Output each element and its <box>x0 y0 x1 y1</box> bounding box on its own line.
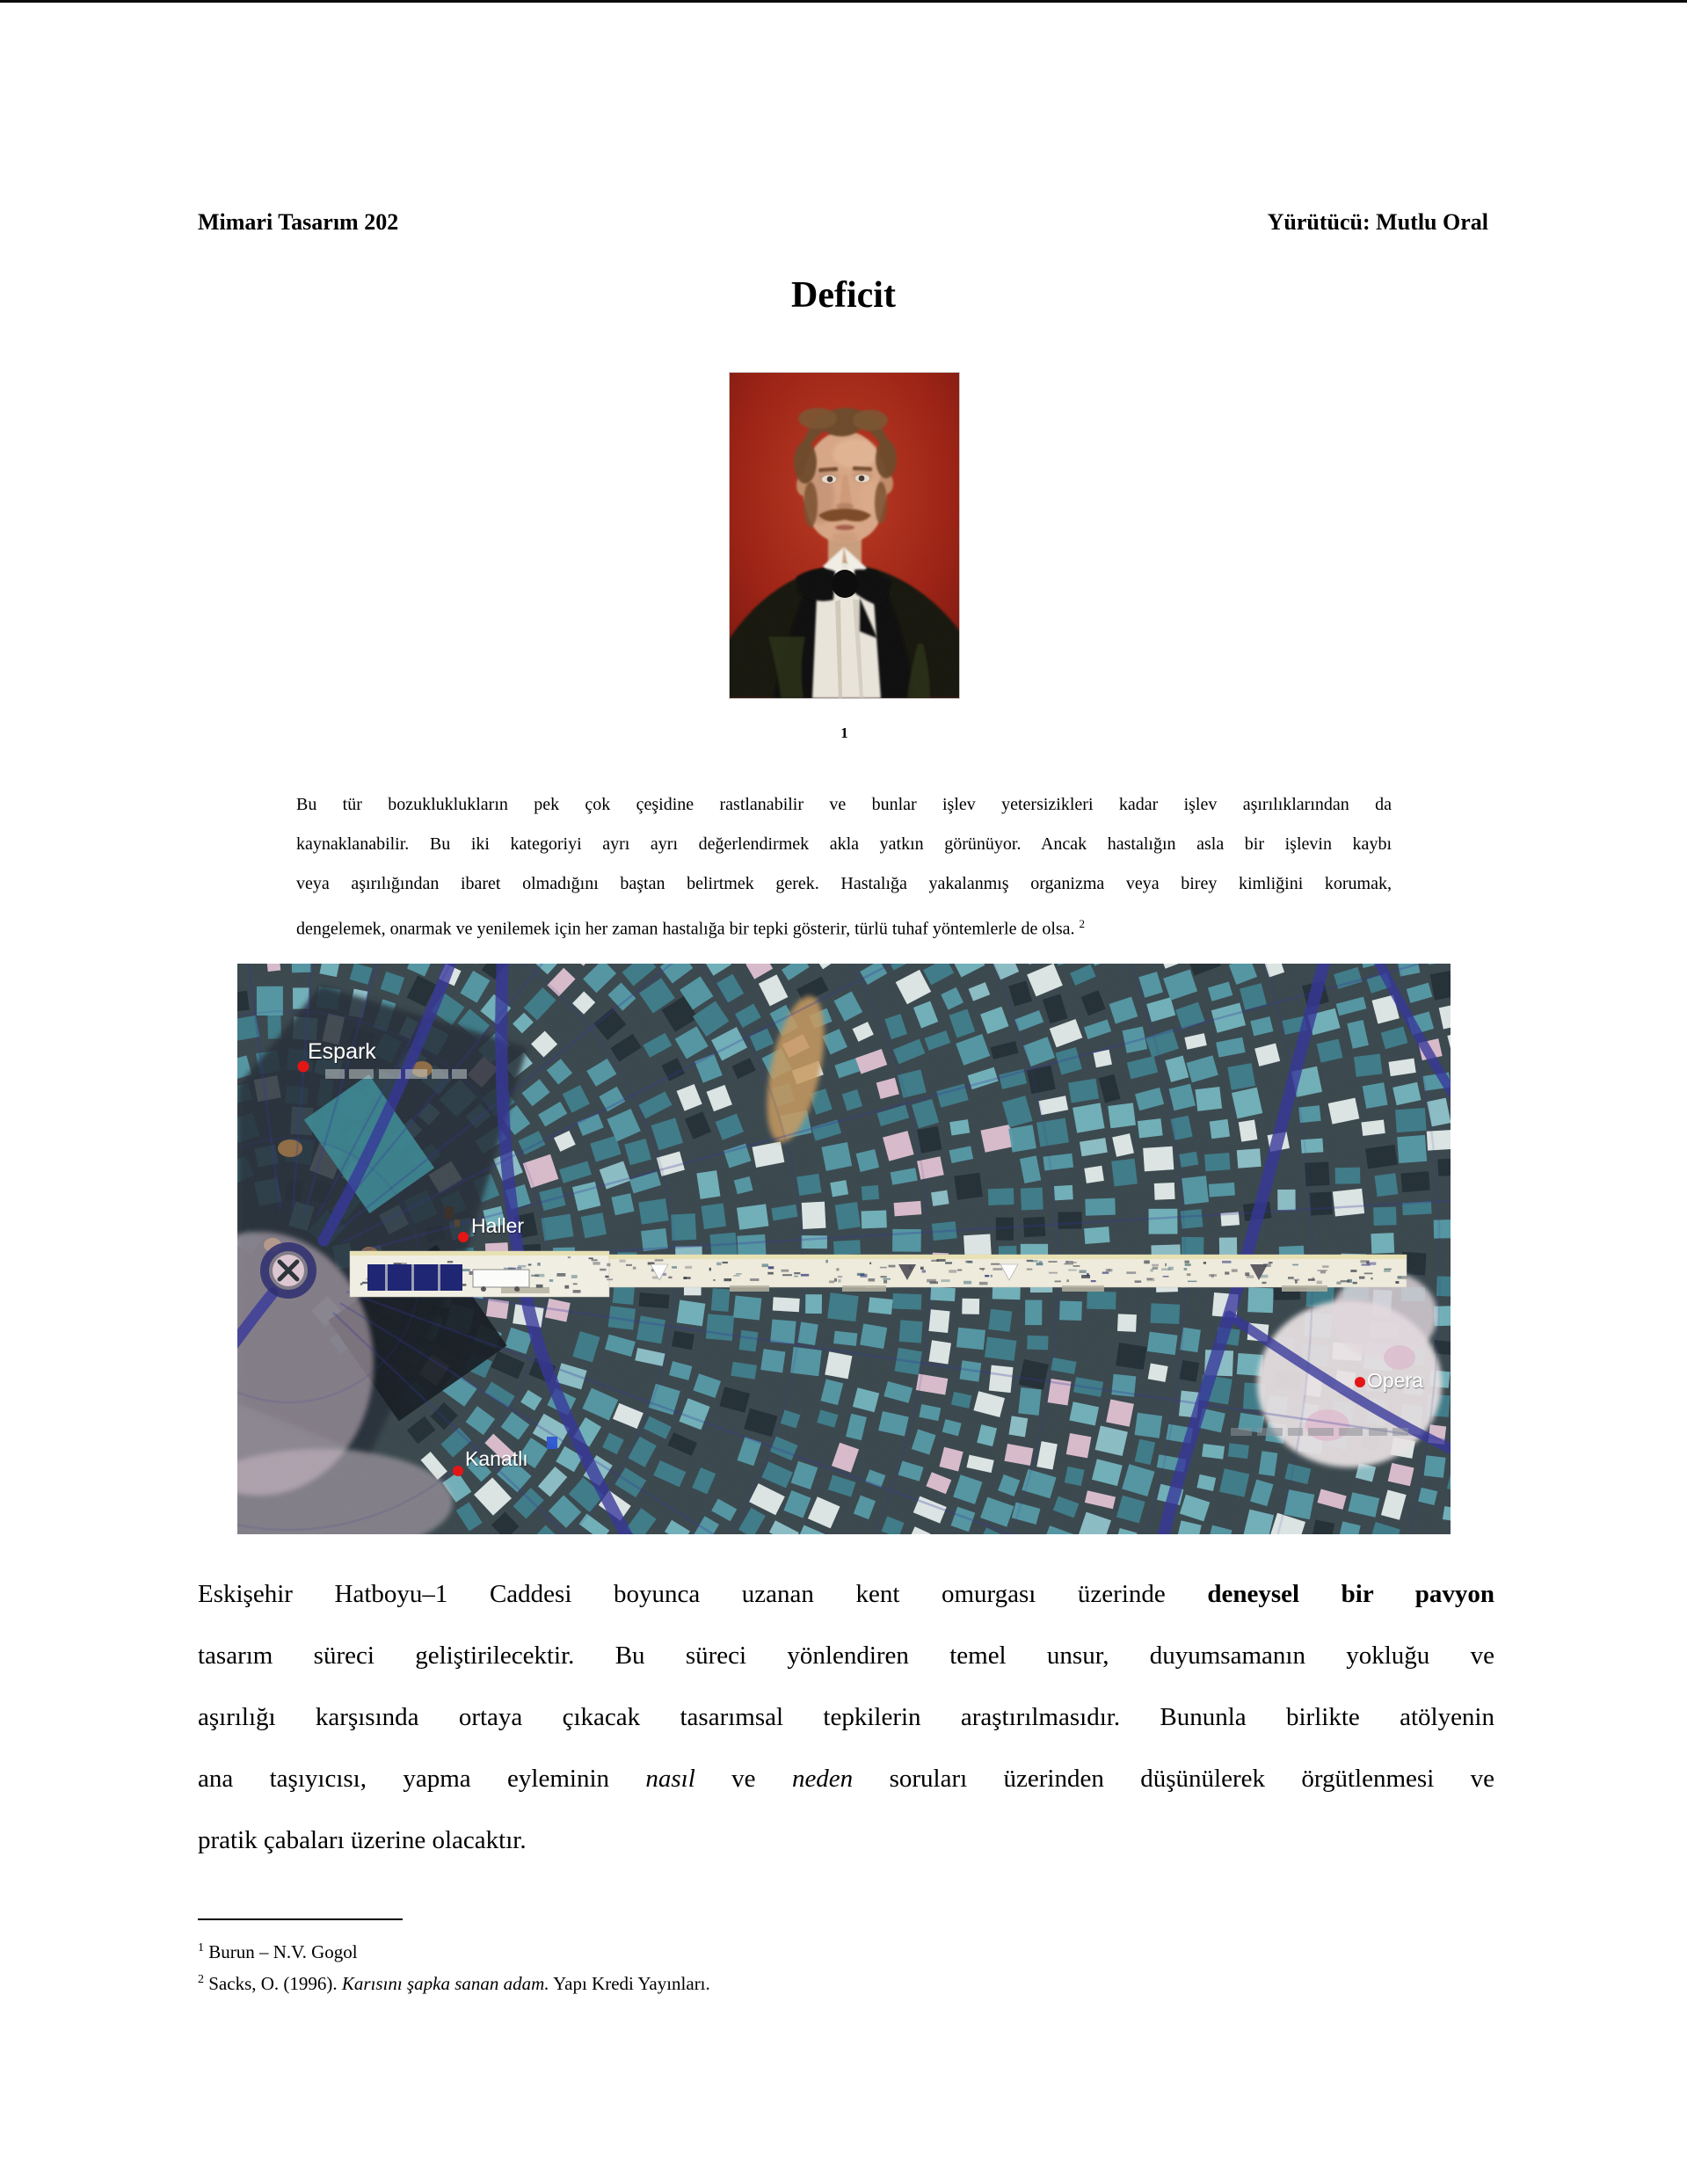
map-label-espark: Espark <box>308 1039 376 1064</box>
portrait-svg <box>730 373 959 698</box>
header-instructor: Yürütücü: Mutlu Oral <box>1267 209 1488 235</box>
main-line: aşırılığı karşısında ortaya çıkacak tasarımsal tepkilerin araştırılmasıdır. Bununla birlikte atölyenin <box>198 1703 1494 1731</box>
quote-line: Bu tür bozukluklukların pek çok çeşidine rastlanabilir ve bunlar işlev yetersizikleri kadar işlev aşırılıklarından da <box>296 795 1392 814</box>
map-label-haller: Haller <box>471 1214 525 1237</box>
footnotes <box>198 1934 1446 1998</box>
footnote-2: $^2$ Sacks, O. (1996). Karısını şapka sanan adam. Yapı Kredi Yayınları. <box>198 1973 710 1994</box>
map-image <box>237 964 1451 1534</box>
footnote-ref-2: 2 <box>1079 917 1086 930</box>
map-svg <box>237 964 1451 1534</box>
map-grain-overlay <box>237 964 1451 1534</box>
header-course-title: Mimari Tasarım 202 <box>198 209 399 235</box>
footnote-separator <box>198 1918 403 1920</box>
quote-line: kaynaklanabilir. Bu iki kategoriyi ayrı ayrı değerlendirmek akla yatkın görünüyor. Ancak hastalığın asla bir işlevin kaybı <box>296 834 1392 854</box>
main-line: Eskişehir Hatboyu–1 Caddesi boyunca uzanan kent omurgası üzerinde deneysel bir pavyon <box>198 1580 1494 1608</box>
quote-paragraph <box>296 785 1392 950</box>
portrait-image <box>729 372 960 699</box>
page-top-border <box>0 0 1687 3</box>
quote-line: dengelemek, onarmak ve yenilemek için her zaman hastalığa bir tepki gösterir, türlü tuhaf yöntemlerle de olsa. $^2$ <box>296 917 1086 939</box>
main-paragraph <box>198 1563 1494 1871</box>
main-line: pratik çabaları üzerine olacaktır. <box>198 1826 527 1854</box>
page-title: Deficit <box>791 275 896 316</box>
figure-caption: 1 <box>840 724 848 741</box>
map-label-kanatli: Kanatlı <box>465 1447 528 1470</box>
map-label-opera: Opera <box>1367 1369 1423 1392</box>
main-line: tasarım süreci geliştirilecektir. Bu süreci yönlendiren temel unsur, duyumsamanın yokluğu ve <box>198 1642 1494 1670</box>
footnote-1: $^1$ Burun – N.V. Gogol <box>198 1941 358 1962</box>
main-line: ana taşıyıcısı, yapma eyleminin nasıl ve neden soruları üzerinden düşünülerek örgütlenmesi ve <box>198 1765 1495 1793</box>
quote-line: veya aşırılığından ibaret olmadığını baştan belirtmek gerek. Hastalığa yakalanmış organizma veya birey kimliğini korumak, <box>296 874 1392 893</box>
page-header <box>198 209 1488 236</box>
